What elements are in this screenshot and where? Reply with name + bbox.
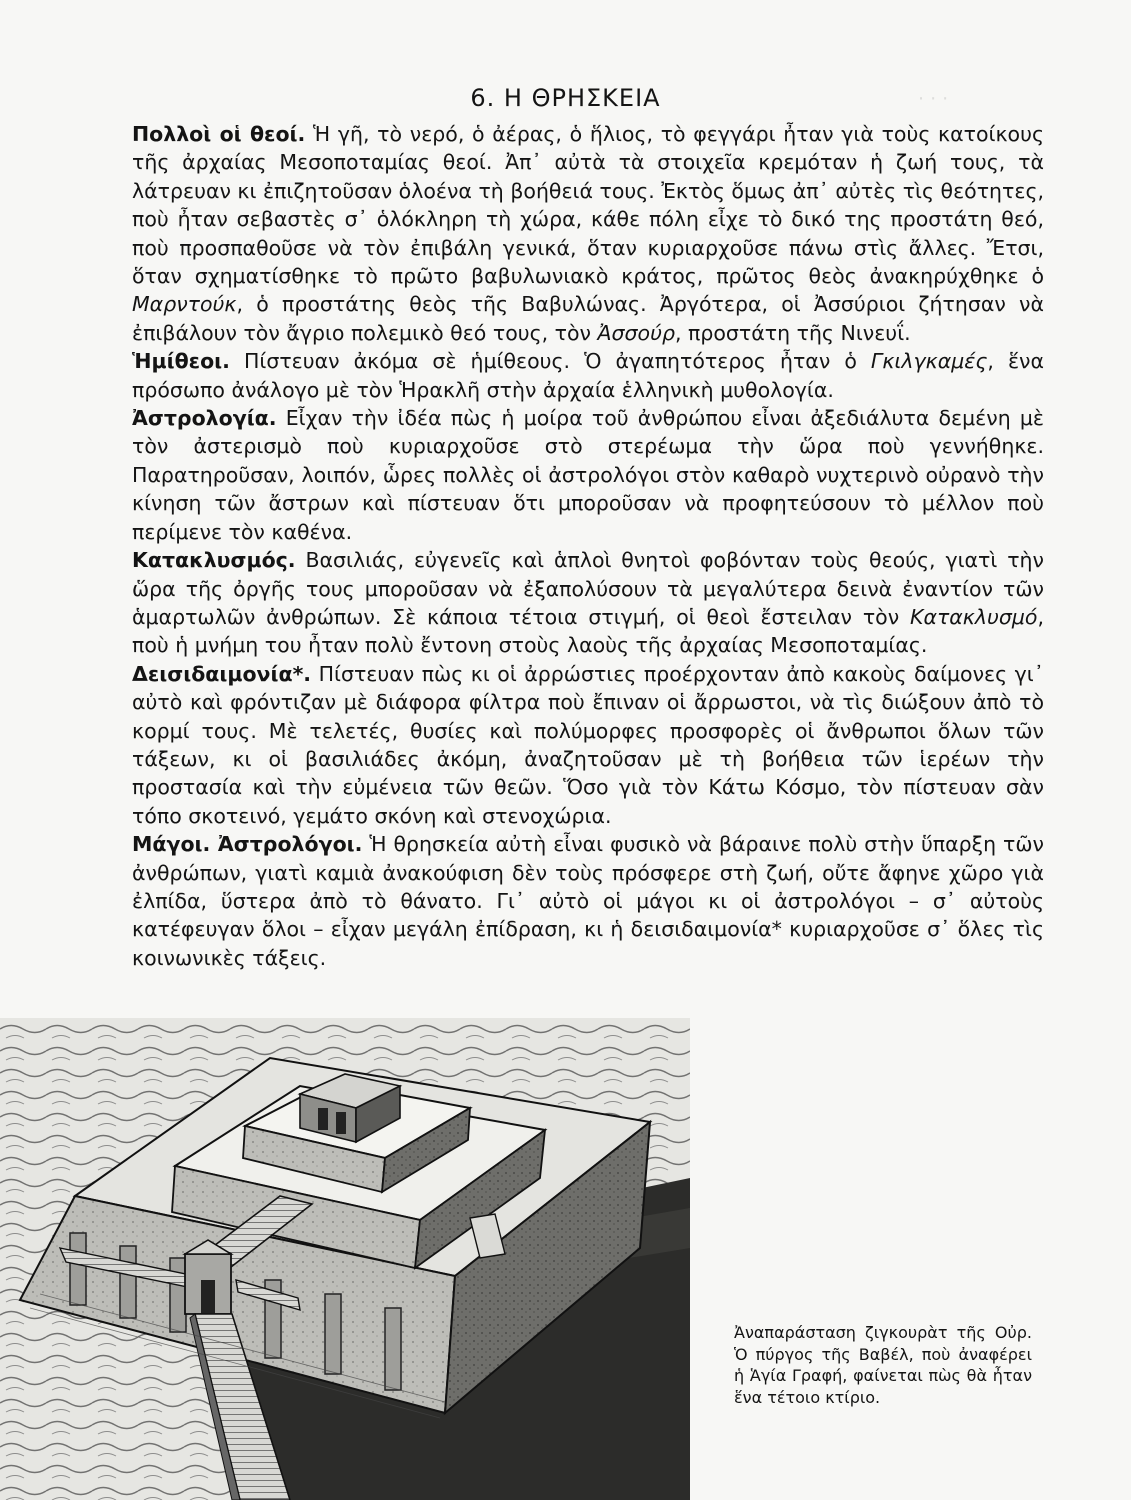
paragraph-text: Ἡ γῆ, τὸ νερό, ὁ ἀέρας, ὁ ἥλιος, τὸ φεγγάρι ἦταν γιὰ τοὺς κατοίκους τῆς ἀρχαίας Μεσοποταμίας θεοί. Ἀπ᾽ αὐτὰ τὰ στοιχεῖα κρεμόταν ἡ ζωή τους, τὰ λάτρευαν κι ἐπιζητοῦσαν ὁλοένα τὴ βοήθειά τους. Ἐκτὸς ὅμως ἀπ᾽ αὐτὲς τὶς θεότητες, ποὺ ἦταν σεβαστὲς σ᾽ ὁλόκληρη τὴ χώρα, κάθε πόλη εἶχε τὸ δικό της προστάτη θεό, ποὺ προσπαθοῦσε νὰ τὸν ἐπιβάλη γενικά, ὅταν κυριαρχοῦσε πάνω στὶς ἄλλες. Ἔτσι, ὅταν σχηματίσθηκε τὸ πρῶτο βαβυλωνιακὸ κράτος, πρῶτος θεὸς ἀνακηρύχθηκε ὁ	[132, 122, 1044, 289]
paragraph-text: , ποὺ ἡ μνήμη του ἦταν πολὺ ἔντονη στοὺς λαοὺς τῆς ἀρχαίας Μεσοποταμίας.	[132, 604, 1044, 658]
page-title: 6. Η ΘΡΗΣΚΕΙΑ	[470, 84, 661, 112]
section-heading: Δεισιδαιμονία*.	[132, 661, 312, 686]
paragraph-text: , ὁ προστάτης θεὸς τῆς Βαβυλώνας. Ἀργότερα, οἱ Ἀσσύριοι ζήτησαν νὰ ἐπιβάλουν τὸν ἄγριο πολεμικὸ θεό τους, τὸν	[132, 292, 1044, 345]
body-text	[132, 120, 1044, 972]
paragraph-text: Εἶχαν τὴν ἰδέα πὼς ἡ μοίρα τοῦ ἀνθρώπου εἶναι ἀξεδιάλυτα δεμένη μὲ τὸν ἀστερισμὸ ποὺ κυριαρχοῦσε στὸ στερέωμα τὴν ὥρα ποὺ γεννήθηκε. Παρατηροῦσαν, λοιπόν, ὧρες πολλὲς οἱ ἀστρολόγοι στὸν καθαρὸ νυχτερινὸ οὐρανὸ τὴν κίνηση τῶν ἄστρων καὶ πίστευαν ὅτι μποροῦσαν νὰ προφητεύσουν τὸ μέλλον ποὺ περίμενε τὸν καθένα.	[132, 406, 1044, 544]
italic-term: Γκιλγκαμές	[870, 349, 988, 374]
italic-term: Μαρντούκ	[132, 292, 237, 317]
section-paragraph	[132, 120, 1044, 347]
paragraph-text: , ἕνα πρόσωπο ἀνάλογο μὲ τὸν Ἡρακλῆ στὴν ἀρχαία ἑλληνικὴ μυθολογία.	[132, 349, 1045, 402]
paragraph-text: , προστάτη τῆς Νινευΐ.	[674, 320, 911, 345]
section-paragraph	[132, 660, 1044, 830]
section-paragraph	[132, 546, 1044, 660]
paragraph-text: Πίστευαν πὼς κι οἱ ἀρρώστιες προέρχονταν ἀπὸ κακοὺς δαίμονες γι᾽ αὐτὸ καὶ φρόντιζαν μὲ διάφορα φίλτρα ποὺ ἔπιναν οἱ ἄρρωστοι, νὰ τὶς διώξουν ἀπὸ τὸ κορμί τους. Μὲ τελετές, θυσίες καὶ πολύμορφες προσφορὲς οἱ ἄνθρωποι ὅλων τῶν τάξεων, κι οἱ βασιλιάδες ἀκόμη, ἀναζητοῦσαν μὲ τὴ βοήθεια τῶν ἱερέων τὴν προστασία καὶ τὴν εὐμένεια τῶν θεῶν. Ὅσο γιὰ τὸν Κάτω Κόσμο, τὸν πίστευαν σὰν τόπο σκοτεινό, γεμάτο σκόνη καὶ στενοχώρια.	[132, 661, 1044, 828]
section-paragraph	[132, 404, 1044, 546]
section-heading: Ἀστρολογία.	[132, 406, 277, 431]
section-heading: Μάγοι. Ἀστρολόγοι.	[132, 832, 363, 857]
paragraph-text: Πίστευαν ἀκόμα σὲ ἡμίθεους. Ὁ ἀγαπητότερος ἦταν ὁ	[229, 349, 871, 374]
figure-caption: Ἀναπαράσταση ζιγκουρὰτ τῆς Οὐρ. Ὁ πύργος τῆς Βαβέλ, ποὺ ἀναφέρει ἡ Ἁγία Γραφή, φαίνεται πὼς θὰ ἦταν ἕνα τέτοιο κτίριο.	[734, 1323, 1032, 1407]
italic-term: Ἀσσούρ	[597, 320, 675, 345]
section-paragraph	[132, 830, 1044, 972]
ziggurat-drawing	[0, 1018, 690, 1500]
section-heading: Πολλοὶ οἱ θεοί.	[132, 122, 306, 146]
ziggurat-illustration	[0, 1018, 690, 1500]
paragraph-text: Ἡ θρησκεία αὐτὴ εἶναι φυσικὸ νὰ βάραινε πολὺ στὴν ὕπαρξη τῶν ἀνθρώπων, γιατὶ καμιὰ ἀνακούφιση δὲν τοὺς πρόσφερε στὴ ζωή, οὔτε ἄφηνε χῶρο γιὰ ἐλπίδα, ὕστερα ἀπὸ τὸ θάνατο. Γι᾽ αὐτὸ οἱ μάγοι κι οἱ ἀστρολόγοι – σ᾽ αὐτοὺς κατέφευγαν ὅλοι – εἶχαν μεγάλη ἐπίδραση, κι ἡ δεισιδαιμονία* κυριαρχοῦσε σ᾽ ὅλες τὶς κοινωνικὲς τάξεις.	[132, 832, 1045, 970]
section-heading: Κατακλυσμός.	[132, 548, 296, 573]
bleed-through-text: · · ·	[918, 88, 949, 110]
paragraph-text: Βασιλιάς, εὐγενεῖς καὶ ἁπλοὶ θνητοὶ φοβόνταν τοὺς θεούς, γιατὶ τὴν ὥρα τῆς ὀργῆς τους μποροῦσαν νὰ ἐξαπολύσουν τὰ μεγαλύτερα δεινὰ ἐναντίον τῶν ἁμαρτωλῶν ἀνθρώπων. Σὲ κάποια τέτοια στιγμή, οἱ θεοὶ ἔστειλαν τὸν	[132, 548, 1044, 629]
section-paragraph	[132, 347, 1044, 404]
italic-term: Κατακλυσμό	[910, 604, 1038, 629]
section-heading: Ἡμίθεοι.	[132, 349, 230, 374]
